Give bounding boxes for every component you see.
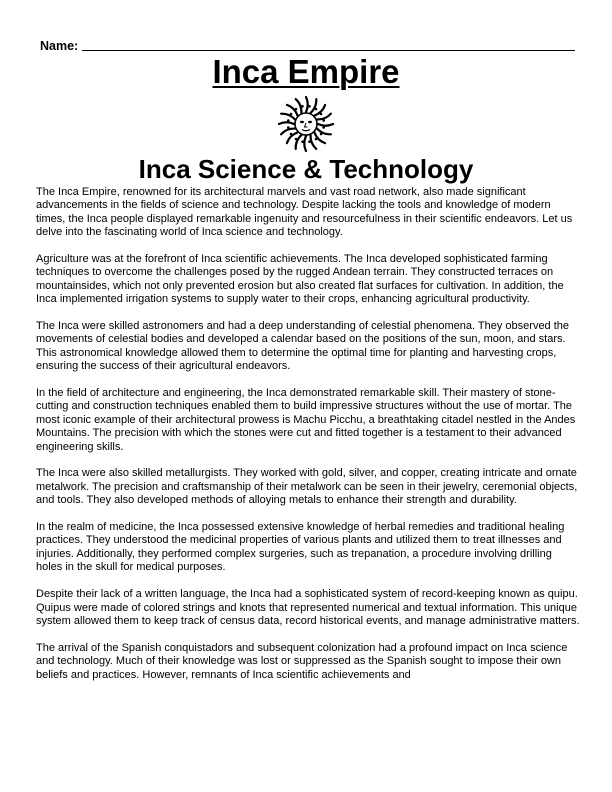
- paragraph-conquest: The arrival of the Spanish conquistadors and subsequent colonization had a profound impact on Inca science and technology. Much of their knowledge was lost or suppressed as the Spanish sought to impose their own beliefs and practices. However, remnants of Inca scientific achievements and: [36, 641, 568, 681]
- sun-icon: [275, 95, 337, 153]
- paragraph-quipu: Despite their lack of a written language, the Inca had a sophisticated system of record-keeping known as quipu. Quipus were made of colored strings and knots that represented numerical and textual information. This unique system allowed them to keep track of census data, record historical events, and manage administrative matters.: [36, 588, 580, 627]
- page-title: [0, 53, 612, 91]
- paragraph-intro: The Inca Empire, renowned for its architectural marvels and vast road network, also made significant advancements in the fields of science and technology. Despite lacking the tools and knowledge of modern times, the Inca people displayed remarkable ingenuity and resourcefulness in their scientific endeavors. Let us delve into the fascinating world of Inca science and technology.: [36, 186, 573, 239]
- name-field-row: [40, 35, 575, 53]
- paragraph-astronomy: The Inca were skilled astronomers and had a deep understanding of celestial phenomena. They observed the movements of celestial bodies and developed a calendar based on the positions of the sun, moon, and stars. This astronomical knowledge allowed them to determine the optimal time for planting and harvesting crops, ensuring the success of their agricultural endeavors.: [36, 320, 570, 373]
- paragraph-architecture: In the field of architecture and engineering, the Inca demonstrated remarkable skill. Their mastery of stone-cutting and construction techniques enabled them to build impressive structures without the use of mortar. The most iconic example of their architectural prowess is Machu Picchu, a breathtaking citadel nestled in the Andes Mountains. The precision with which the stones were cut and fitted together is a testament to their advanced engineering skills.: [36, 387, 576, 453]
- page-title-text: Inca Empire: [212, 53, 400, 90]
- article-body: [36, 186, 580, 695]
- paragraph-medicine: In the realm of medicine, the Inca possessed extensive knowledge of herbal remedies and traditional healing practices. They understood the medicinal properties of various plants and utilized them to treat illnesses and injuries. Additionally, they performed complex surgeries, such as trepanation, a procedure involving drilling holes in the skull for medical purposes.: [36, 521, 565, 574]
- name-label: Name:: [40, 39, 79, 53]
- paragraph-agriculture: Agriculture was at the forefront of Inca scientific achievements. The Inca developed sophisticated farming techniques to overcome the challenges posed by the rugged Andean terrain. They constructed terraces on mountainsides, which not only prevented erosion but also created flat surfaces for cultivation. In addition, the Inca implemented irrigation systems to supply water to their crops, enhancing agricultural productivity.: [36, 253, 564, 306]
- name-blank-line[interactable]: [82, 50, 575, 51]
- paragraph-metallurgy: The Inca were also skilled metallurgists. They worked with gold, silver, and copper, creating intricate and ornate metalwork. The precision and craftsmanship of their metalwork can be seen in their jewelry, ceremonial objects, and tools. They also developed methods of alloying metals to enhance their strength and durability.: [36, 467, 578, 507]
- section-heading: Inca Science & Technology: [138, 154, 474, 184]
